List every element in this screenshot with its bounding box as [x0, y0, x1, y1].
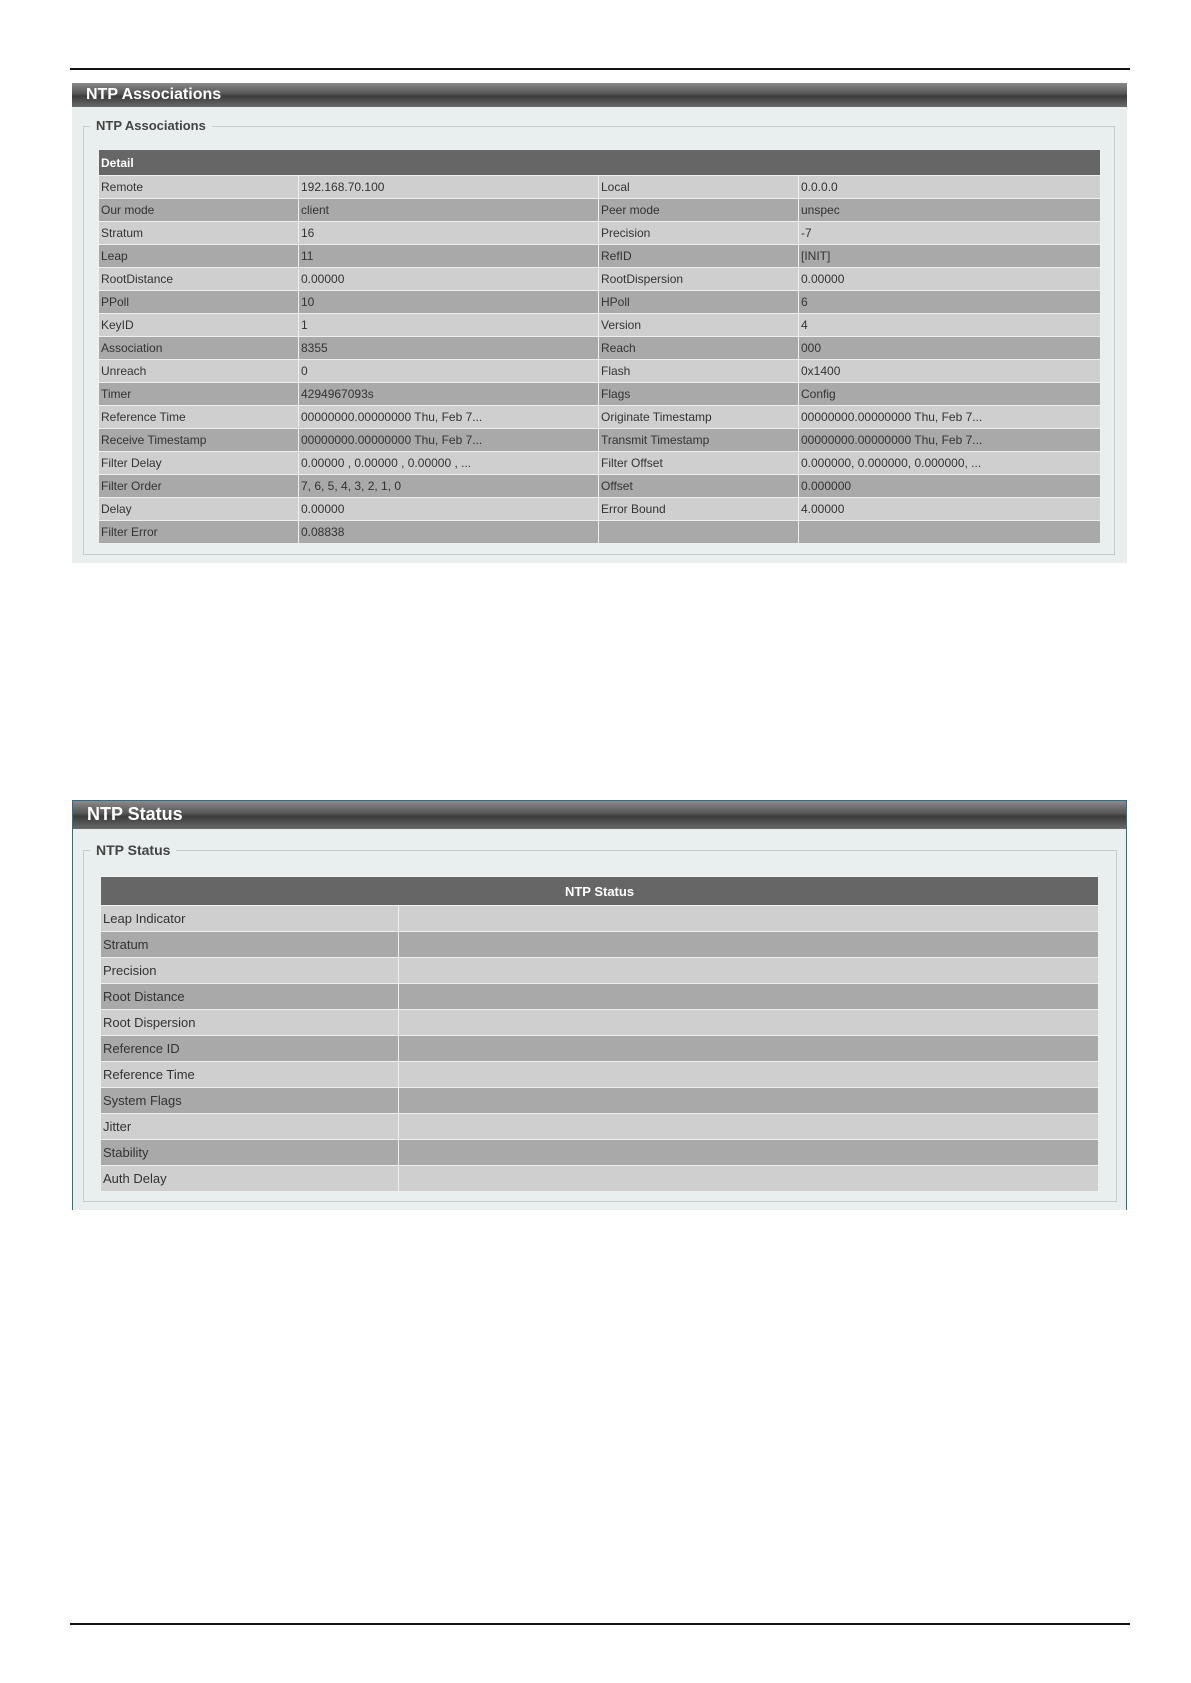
table-row: [101, 906, 1099, 932]
field-label: Receive Timestamp: [99, 429, 299, 452]
field-label: Timer: [99, 383, 299, 406]
field-value: 0: [299, 360, 599, 383]
field-value: [INIT]: [799, 245, 1101, 268]
table-row: [99, 452, 1101, 475]
status-value: [399, 1166, 1099, 1192]
field-value: 192.168.70.100: [299, 176, 599, 199]
table-row: [101, 1036, 1099, 1062]
status-label: Reference ID: [101, 1036, 399, 1062]
field-label: Leap: [99, 245, 299, 268]
table-row: [101, 1088, 1099, 1114]
field-value: 7, 6, 5, 4, 3, 2, 1, 0: [299, 475, 599, 498]
field-label: Flash: [599, 360, 799, 383]
field-value: 16: [299, 222, 599, 245]
status-value: [399, 1010, 1099, 1036]
field-label: Peer mode: [599, 199, 799, 222]
table-row: [99, 383, 1101, 406]
ntp-associations-panel-title: NTP Associations: [72, 83, 1127, 107]
table-row: [99, 222, 1101, 245]
field-label: Filter Delay: [99, 452, 299, 475]
field-value: 0.00000 , 0.00000 , 0.00000 , ...: [299, 452, 599, 475]
field-value: 0.00000: [799, 268, 1101, 291]
table-row: [99, 337, 1101, 360]
table-row: [101, 1114, 1099, 1140]
ntp-associations-fieldset-label: NTP Associations: [90, 118, 212, 134]
status-label: Precision: [101, 958, 399, 984]
field-label: Remote: [99, 176, 299, 199]
field-label: Local: [599, 176, 799, 199]
field-label: Filter Order: [99, 475, 299, 498]
status-label: Stability: [101, 1140, 399, 1166]
field-value: 00000000.00000000 Thu, Feb 7...: [799, 429, 1101, 452]
status-label: Reference Time: [101, 1062, 399, 1088]
field-label: Transmit Timestamp: [599, 429, 799, 452]
table-row: [99, 245, 1101, 268]
status-label: Leap Indicator: [101, 906, 399, 932]
field-value: 00000000.00000000 Thu, Feb 7...: [299, 406, 599, 429]
field-value: 8355: [299, 337, 599, 360]
field-label: RootDistance: [99, 268, 299, 291]
table-row: [99, 291, 1101, 314]
field-value: 000: [799, 337, 1101, 360]
field-value: Config: [799, 383, 1101, 406]
field-value: 11: [299, 245, 599, 268]
field-value: -7: [799, 222, 1101, 245]
ntp-status-panel-title: NTP Status: [73, 801, 1126, 829]
table-row: [99, 498, 1101, 521]
status-value: [399, 1062, 1099, 1088]
ntp-status-fieldset-label: NTP Status: [90, 842, 176, 858]
ntp-status-table: [100, 876, 1099, 1192]
field-value: 4294967093s: [299, 383, 599, 406]
field-label: Precision: [599, 222, 799, 245]
table-row: [99, 268, 1101, 291]
status-value: [399, 932, 1099, 958]
field-label: Stratum: [99, 222, 299, 245]
status-value: [399, 1036, 1099, 1062]
status-value: [399, 1114, 1099, 1140]
status-label: Auth Delay: [101, 1166, 399, 1192]
field-value: 0.0.0.0: [799, 176, 1101, 199]
status-value: [399, 958, 1099, 984]
field-label: Offset: [599, 475, 799, 498]
table-row: [99, 406, 1101, 429]
page-bottom-rule: [70, 1623, 1130, 1625]
table-row: [101, 1010, 1099, 1036]
page-top-rule: [70, 68, 1130, 70]
status-value: [399, 1140, 1099, 1166]
field-value: unspec: [799, 199, 1101, 222]
ntp-status-header: NTP Status: [101, 877, 1099, 906]
field-label: Association: [99, 337, 299, 360]
table-row: [101, 984, 1099, 1010]
field-label: Flags: [599, 383, 799, 406]
status-value: [399, 906, 1099, 932]
ntp-status-fieldset: [83, 842, 1117, 1202]
field-value: 0.00000: [299, 268, 599, 291]
field-label: [599, 521, 799, 544]
field-value: 6: [799, 291, 1101, 314]
field-value: 4: [799, 314, 1101, 337]
table-row: [101, 1140, 1099, 1166]
table-row: [101, 1062, 1099, 1088]
field-label: Reference Time: [99, 406, 299, 429]
field-label: Error Bound: [599, 498, 799, 521]
status-value: [399, 984, 1099, 1010]
field-value: 0x1400: [799, 360, 1101, 383]
table-row: [99, 176, 1101, 199]
field-label: PPoll: [99, 291, 299, 314]
field-label: RefID: [599, 245, 799, 268]
status-value: [399, 1088, 1099, 1114]
ntp-status-panel: [72, 800, 1127, 1210]
field-label: Originate Timestamp: [599, 406, 799, 429]
field-value: 10: [299, 291, 599, 314]
table-row: [101, 958, 1099, 984]
field-value: 4.00000: [799, 498, 1101, 521]
field-label: Version: [599, 314, 799, 337]
table-row: [99, 475, 1101, 498]
field-value: 0.00000: [299, 498, 599, 521]
field-label: HPoll: [599, 291, 799, 314]
field-label: Our mode: [99, 199, 299, 222]
field-value: client: [299, 199, 599, 222]
field-value: 0.000000, 0.000000, 0.000000, ...: [799, 452, 1101, 475]
table-row: [101, 932, 1099, 958]
field-label: Filter Offset: [599, 452, 799, 475]
field-value: 00000000.00000000 Thu, Feb 7...: [299, 429, 599, 452]
field-value: 0.08838: [299, 521, 599, 544]
field-value: 1: [299, 314, 599, 337]
ntp-associations-table: [98, 149, 1101, 544]
field-value: 00000000.00000000 Thu, Feb 7...: [799, 406, 1101, 429]
status-label: Root Dispersion: [101, 1010, 399, 1036]
field-label: Filter Error: [99, 521, 299, 544]
field-label: Reach: [599, 337, 799, 360]
status-label: Stratum: [101, 932, 399, 958]
field-value: 0.000000: [799, 475, 1101, 498]
status-label: Jitter: [101, 1114, 399, 1140]
table-row: [99, 429, 1101, 452]
detail-header: Detail: [99, 150, 1101, 176]
table-row: [99, 314, 1101, 337]
status-label: System Flags: [101, 1088, 399, 1114]
field-label: RootDispersion: [599, 268, 799, 291]
field-label: KeyID: [99, 314, 299, 337]
table-row: [99, 521, 1101, 544]
table-row: [99, 199, 1101, 222]
field-label: Delay: [99, 498, 299, 521]
field-label: Unreach: [99, 360, 299, 383]
field-value: [799, 521, 1101, 544]
table-row: [99, 360, 1101, 383]
ntp-associations-panel: [72, 83, 1127, 563]
table-row: [101, 1166, 1099, 1192]
status-label: Root Distance: [101, 984, 399, 1010]
ntp-associations-fieldset: [83, 118, 1115, 555]
